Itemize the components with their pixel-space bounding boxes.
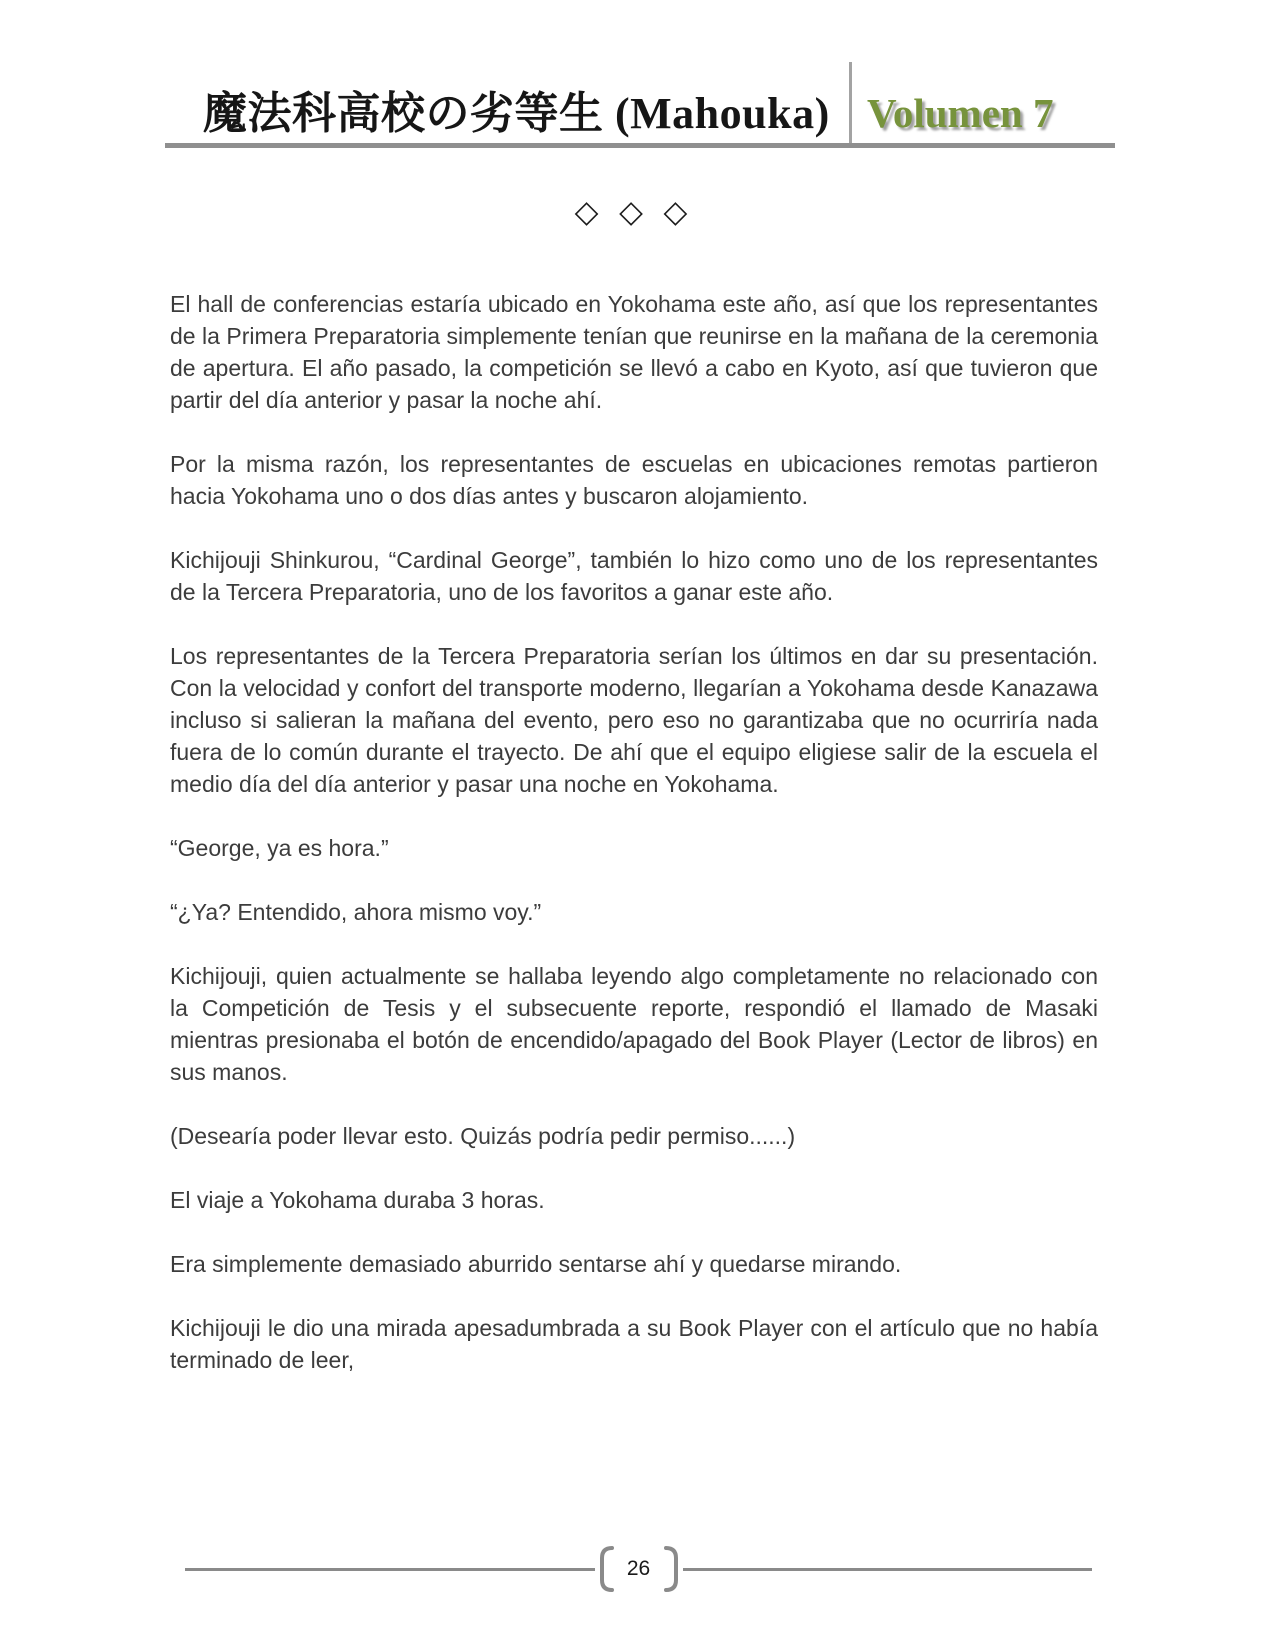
body-paragraph: El viaje a Yokohama duraba 3 horas.: [170, 1187, 545, 1213]
footer-rule-left: [185, 1568, 595, 1571]
body-paragraph: Kichijouji, quien actualmente se hallaba leyendo algo completamente no relacionado con la Competición de Tesis y el subsecuente reporte, respondió el llamado de Masaki mientras presionaba el botón de encendido/apagado del Book Player (Lector de libros) en sus manos.: [170, 963, 1098, 1085]
book-title-latin: (Mahouka): [615, 89, 830, 138]
header-vertical-divider: [849, 62, 852, 144]
body-paragraph: Kichijouji le dio una mirada apesadumbrada a su Book Player con el artículo que no había terminado de leer,: [170, 1315, 1098, 1373]
footer-rule-right: [683, 1568, 1093, 1571]
footer-bracket-right-icon: [664, 1545, 682, 1593]
page-number: 26: [626, 1556, 651, 1580]
volume-label: Volumen 7: [867, 90, 1054, 136]
body-paragraph: El hall de conferencias estaría ubicado en Yokohama este año, así que los representantes de la Primera Preparatoria simplemente tenían que reunirse en la mañana de la ceremonia de apertura. El año pasado, la competición se llevó a cabo en Kyoto, así que tuvieron que partir del día anterior y pasar la noche ahí.: [170, 291, 1098, 413]
body-paragraph: Era simplemente demasiado aburrido sentarse ahí y quedarse mirando.: [170, 1251, 902, 1277]
footer-bracket-left-icon: [596, 1545, 614, 1593]
body-paragraph: “George, ya es hora.”: [170, 835, 389, 861]
body-paragraph: Por la misma razón, los representantes de escuelas en ubicaciones remotas partieron hacia Yokohama uno o dos días antes y buscaron alojamiento.: [170, 451, 1098, 509]
body-paragraph: (Desearía poder llevar esto. Quizás podría pedir permiso......): [170, 1123, 796, 1149]
section-break-diamonds: ◇ ◇ ◇: [574, 194, 694, 229]
body-paragraph: Los representantes de la Tercera Preparatoria serían los últimos en dar su presentación. Con la velocidad y confort del transporte moderno, llegarían a Yokohama desde Kanazawa incluso si salieran la mañana del evento, pero eso no garantizaba que no ocurriría nada fuera de lo común durante el trayecto. De ahí que el equipo eligiese salir de la escuela el medio día del día anterior y pasar una noche en Yokohama.: [170, 643, 1098, 797]
book-title-japanese: 魔法科高校の劣等生: [203, 89, 604, 138]
body-paragraph: “¿Ya? Entendido, ahora mismo voy.”: [170, 899, 542, 925]
header-horizontal-rule: [165, 143, 1115, 148]
page-footer: [185, 1544, 1092, 1594]
body-paragraph: Kichijouji Shinkurou, “Cardinal George”, también lo hizo como uno de los representantes de la Tercera Preparatoria, uno de los favoritos a ganar este año.: [170, 547, 1098, 605]
book-title: [203, 89, 830, 138]
body-text: [170, 288, 1098, 1376]
page-header: [165, 58, 1113, 144]
